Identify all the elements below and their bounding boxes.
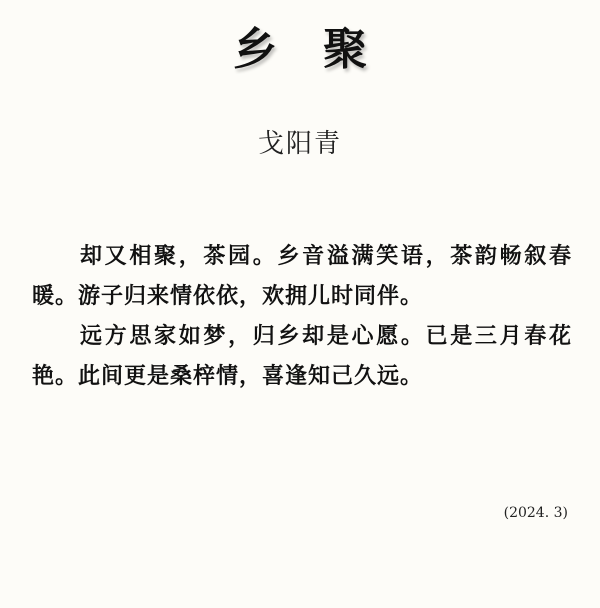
poem-title: 乡聚: [233, 24, 413, 75]
poem-paragraph-2: 远方思家如梦，归乡却是心愿。已是三月春花艳。此间更是桑梓情，喜逢知己久远。: [32, 323, 572, 389]
poem-paragraph-1: 却又相聚，茶园。乡音溢满笑语，茶韵畅叙春暖。游子归来情依依，欢拥儿时同伴。: [32, 243, 572, 309]
poem-body: [32, 236, 572, 396]
poem-author: 戈阳青: [257, 129, 342, 159]
poem-date: (2024. 3): [503, 505, 568, 521]
